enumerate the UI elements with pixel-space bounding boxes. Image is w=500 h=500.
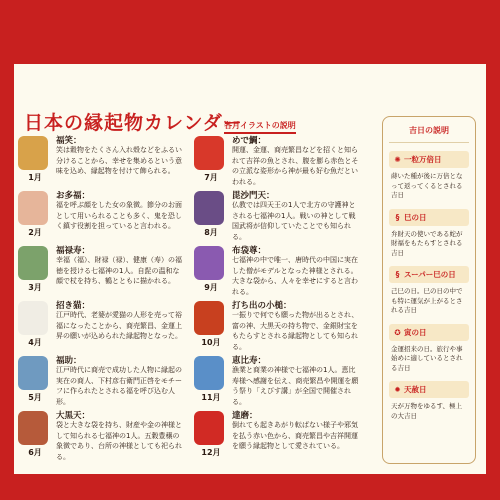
lucky-day-item bbox=[389, 209, 469, 259]
page-title: 日本の縁起物カレンダー bbox=[24, 112, 243, 134]
month-label: 11月 bbox=[201, 393, 221, 402]
item-name: 達磨： bbox=[232, 411, 258, 421]
item-name: 福助： bbox=[56, 356, 82, 366]
item-name: めで鯛： bbox=[232, 136, 267, 146]
list-item bbox=[18, 409, 188, 464]
item-description: 仏教では四天王の1人で北方の守護神とされる七福神の1人。戦いの神として戦国武将が信仰していたことでも知られる。 bbox=[232, 201, 356, 241]
calendar-page bbox=[14, 64, 486, 474]
list-item bbox=[194, 244, 364, 299]
list-item bbox=[18, 134, 188, 189]
item-name: 福笑： bbox=[56, 136, 82, 146]
lucky-day-description: 金運招来の日。旅行や事始めに適しているとされる吉日 bbox=[391, 344, 463, 372]
list-item bbox=[194, 409, 364, 464]
illustration-icon bbox=[18, 301, 48, 335]
illustration-icon bbox=[18, 356, 48, 390]
illustration-icon bbox=[18, 411, 48, 445]
lucky-day-description: 己巳の日。巳の日の中でも特に運気が上がるとされる吉日 bbox=[391, 287, 463, 314]
item-name: 毘沙門天： bbox=[232, 191, 275, 201]
illustration-icon bbox=[194, 246, 224, 280]
lucky-days-panel bbox=[382, 116, 476, 464]
item-name: 招き猫： bbox=[56, 301, 91, 311]
month-label: 5月 bbox=[28, 393, 42, 402]
illustration-icon bbox=[18, 136, 48, 170]
month-label: 2月 bbox=[28, 228, 42, 237]
month-label: 9月 bbox=[204, 283, 218, 292]
entries-left-column bbox=[18, 134, 188, 464]
list-item bbox=[18, 189, 188, 244]
item-description: 笑は穀物をたくさん入れ殻などをふるい分けることから、幸せを集めるという意味を込め、縁起物を付けて飾られる。 bbox=[56, 146, 182, 175]
item-description: 福を呼ぶ顔をした女の象徴。節分のお面として用いられることも多く、鬼を恐しく鎮す役割を担っていると言われる。 bbox=[56, 201, 182, 230]
item-description: 七福神の中で唯一、唐時代の中国に実在した僧がモデルとなった神様とされる。大きな袋から、人々を幸せにすると言われる。 bbox=[232, 256, 358, 296]
month-label: 3月 bbox=[28, 283, 42, 292]
lucky-day-name: 巳の日 bbox=[404, 212, 427, 222]
section-subtitle: 各月イラストの説明 bbox=[224, 120, 296, 134]
lucky-day-description: 天が万物をゆるす、極上の大吉日 bbox=[391, 402, 462, 420]
item-description: 開運、金運、商売繁昌などを招くと知られて吉祥の魚とされ、腹を膨ら赤色とその立派な姿形から神が最も好む魚だといわれる。 bbox=[232, 146, 359, 186]
lucky-day-name: 一粒万倍日 bbox=[404, 155, 442, 164]
month-label: 10月 bbox=[201, 338, 221, 347]
item-name: 恵比寿： bbox=[232, 356, 267, 366]
lucky-day-name: スーパー巳の日 bbox=[404, 270, 456, 279]
month-label: 12月 bbox=[201, 448, 221, 457]
lucky-day-name: 天赦日 bbox=[404, 385, 427, 394]
item-description: 漁業と商業の神様で七福神の1人。恵比寿様へ感謝を伝え、商売繁昌や開運を願う祭り「えびす講」が全国で開催される。 bbox=[232, 366, 359, 406]
month-label: 8月 bbox=[204, 228, 218, 237]
item-description: 幸福（福）、財禄（禄）、健康（寿）の福徳を授ける七福神の1人。自髭の温和な顔で杖を持ち、鶴とともに描かれる。 bbox=[56, 256, 182, 285]
list-item bbox=[194, 354, 364, 409]
snake-icon: § bbox=[395, 270, 400, 279]
illustration-icon bbox=[194, 356, 224, 390]
lucky-day-item bbox=[389, 266, 469, 316]
lucky-day-heading bbox=[389, 381, 469, 398]
illustration-icon bbox=[194, 191, 224, 225]
month-label: 6月 bbox=[28, 448, 42, 457]
month-label: 4月 bbox=[28, 338, 42, 347]
item-name: 福禄寿： bbox=[56, 246, 91, 256]
list-item bbox=[18, 354, 188, 409]
lucky-day-item bbox=[389, 381, 469, 421]
item-description: 江戸時代、老婆が愛猫の人形を売って裕福になったことから、商売繁昌、金運上昇の願いが込められた縁起物となった。 bbox=[56, 311, 182, 340]
snake-icon: § bbox=[395, 212, 400, 222]
item-description: 袋と大きな袋を持ち、財産や金の神様として知られる七福神の1人。五穀豊穣の象徴であり、台所の神様としても祀られる。 bbox=[56, 421, 182, 461]
lucky-day-description: 蒔いた種が後に万倍となって返ってくるとされる吉日 bbox=[391, 172, 463, 199]
item-name: 打ち出の小槌： bbox=[232, 301, 292, 311]
item-name: 大黒天： bbox=[56, 411, 91, 421]
sun-icon: ✺ bbox=[394, 155, 401, 164]
lucky-day-heading bbox=[389, 266, 469, 283]
item-description: 倒れても起きあがり転ばない様子や邪気を払う赤い色から、商売繁昌や吉祥開運を願う縁起物として愛されている。 bbox=[232, 421, 358, 450]
tiger-icon: ✪ bbox=[394, 327, 401, 337]
item-name: お多福： bbox=[56, 191, 91, 201]
list-item bbox=[18, 299, 188, 354]
lucky-day-item bbox=[389, 151, 469, 201]
panel-title: 吉日の説明 bbox=[389, 117, 469, 143]
item-description: 一振りで何でも願った物が出るとされ、富の神、大黒天の持ち物で、金銀財宝をもたらすとされる縁起物としても知られる。 bbox=[232, 311, 359, 351]
month-label: 1月 bbox=[28, 173, 42, 182]
lucky-day-item bbox=[389, 324, 469, 374]
entries-middle-column bbox=[194, 134, 364, 464]
item-name: 布袋尊： bbox=[232, 246, 267, 256]
list-item bbox=[18, 244, 188, 299]
illustration-icon bbox=[194, 411, 224, 445]
lucky-day-name: 寅の日 bbox=[404, 327, 427, 337]
month-label: 7月 bbox=[204, 173, 218, 182]
lucky-day-heading bbox=[389, 209, 469, 226]
lucky-day-heading bbox=[389, 151, 469, 168]
illustration-icon bbox=[18, 246, 48, 280]
illustration-icon bbox=[18, 191, 48, 225]
lucky-day-description: 弁財天の使いである蛇が財福をもたらすとされる吉日 bbox=[391, 229, 463, 257]
illustration-icon bbox=[194, 136, 224, 170]
illustration-icon bbox=[194, 301, 224, 335]
list-item bbox=[194, 299, 364, 354]
item-description: 江戸時代に商売で成功した人物に縁起の実在の商人、下村彦右衛門正啓をモチーフに作られたとされる福を呼び込む人形。 bbox=[56, 366, 182, 406]
list-item bbox=[194, 189, 364, 244]
lucky-day-heading bbox=[389, 324, 469, 341]
list-item bbox=[194, 134, 364, 189]
sun-icon: ✹ bbox=[394, 385, 401, 394]
